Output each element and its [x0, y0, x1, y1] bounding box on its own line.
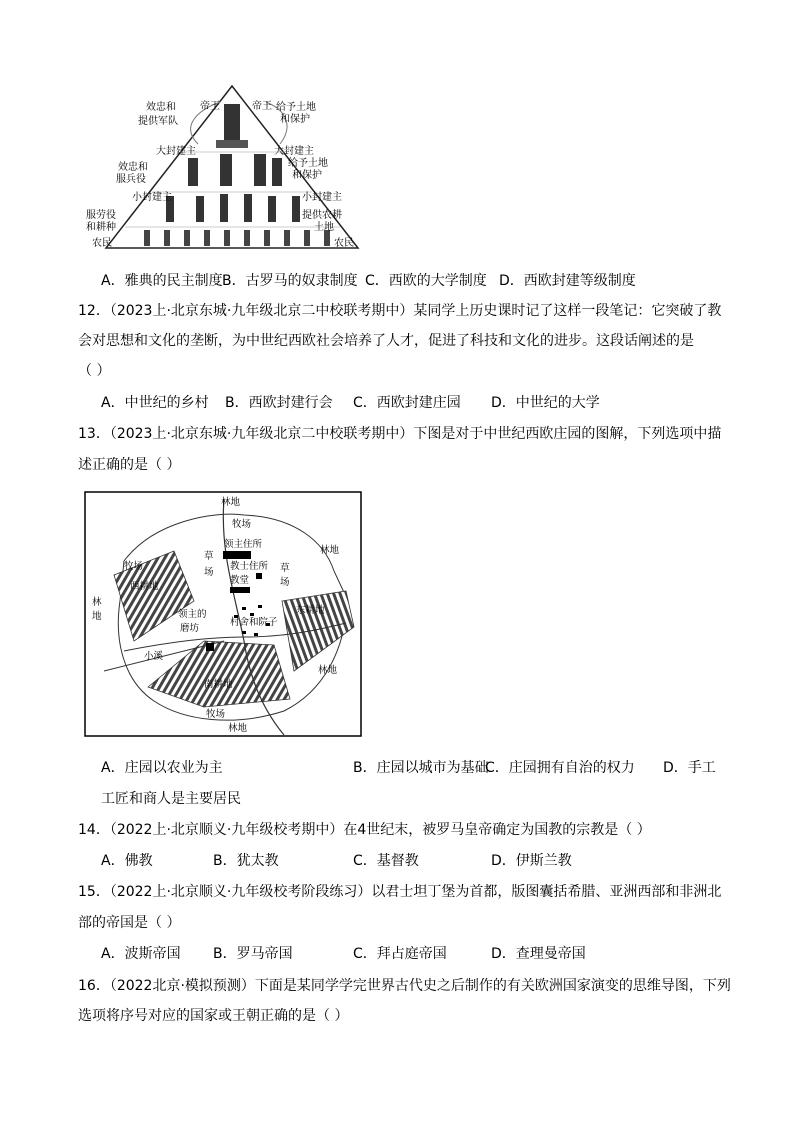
pyr-level-great-right: 大封建主: [274, 146, 314, 157]
map-forest-top: 林地: [221, 497, 241, 508]
q14-option-b: B．犹太教: [213, 853, 279, 869]
q15-line-1: 15．（2022上·北京顺义·九年级校考阶段练习）以君士坦丁堡为首都，版图囊括希腊、亚洲西部和非洲北: [78, 884, 722, 900]
pyr-left-3: 效忠和: [118, 162, 148, 173]
pyr-right-6: 土地: [314, 222, 334, 233]
peasant-figures: [144, 230, 330, 246]
q12-line-1: 12．（2023上·北京东城·九年级北京二中校联考期中）某同学上历史课时记了这样一段笔记：它突破了教: [78, 303, 722, 319]
priest-house-marker: [256, 573, 262, 579]
pyr-left-4: 服兵役: [116, 174, 146, 185]
q13-option-d: D．手工: [663, 760, 716, 776]
q15-option-d: D．查理曼帝国: [491, 946, 586, 962]
feudal-pyramid-figure: [80, 82, 354, 254]
map-pasture-left: 牧场: [124, 561, 144, 572]
q11-option-b: B．古罗马的奴隶制度: [222, 273, 358, 289]
q15-line-2: 部的帝国是（ ）: [78, 915, 181, 931]
q12-line-2: 会对思想和文化的垄断，为中世纪西欧社会培养了人才，促进了科技和文化的进步。这段话阐述的是: [78, 333, 694, 349]
pyr-right-3: 给予土地: [288, 158, 328, 169]
q15-option-a: A．波斯帝国: [101, 946, 181, 962]
q15-option-b: B．罗马帝国: [213, 946, 293, 962]
pyr-right-1: 给予土地: [276, 102, 316, 113]
q14-option-a: A．佛教: [101, 853, 153, 869]
q15-option-c: C．拜占庭帝国: [353, 946, 447, 962]
king-figure: [224, 104, 240, 144]
map-pasture-top: 牧场: [232, 519, 252, 530]
q12-option-d: D．中世纪的大学: [491, 395, 600, 411]
pyr-level-king-left: 帝王: [200, 101, 220, 112]
pyr-level-small-right: 小封建主: [302, 192, 342, 203]
mill-marker: [206, 643, 214, 651]
map-east-field: 东耕地: [296, 605, 325, 616]
q12-option-c: C．西欧封建庄园: [353, 395, 461, 411]
manor-map-svg: [84, 491, 362, 737]
map-pasture-bottom: 牧场: [206, 709, 226, 720]
small-lord-figures: [166, 194, 300, 222]
pyr-level-peasant-right: 农民: [334, 238, 354, 249]
map-forest-left-1: 林: [92, 597, 102, 608]
map-mill-2: 磨坊: [180, 623, 200, 634]
map-church: 教堂: [230, 575, 250, 586]
q14-option-c: C．基督教: [353, 853, 419, 869]
map-priest-house: 教士住所: [230, 561, 269, 572]
map-grass-left-2: 场: [204, 567, 214, 578]
manor-map-figure: [84, 491, 362, 737]
map-village: 村舍和院子: [230, 617, 278, 628]
q13-option-c: C．庄园拥有自治的权力: [485, 760, 635, 776]
q13-line-1: 13．（2023上·北京东城·九年级北京二中校联考期中）下图是对于中世纪西欧庄园的图解，下列选项中描: [78, 426, 722, 442]
map-mill-1: 领主的: [178, 609, 207, 620]
map-forest-right-top: 林地: [320, 545, 340, 556]
pyr-level-great-left: 大封建主: [156, 146, 196, 157]
map-stream: 小溪: [144, 651, 164, 662]
pyr-level-peasant-left: 农民: [92, 238, 112, 249]
map-grass-left-1: 草: [204, 551, 214, 562]
q11-option-d: D．西欧封建等级制度: [499, 273, 636, 289]
pyr-left-5: 服劳役: [86, 210, 116, 221]
q14-option-d: D．伊斯兰教: [491, 853, 572, 869]
map-forest-bottom: 林地: [228, 723, 248, 734]
q12-option-b: B．西欧封建行会: [225, 395, 333, 411]
pyr-left-6: 和耕种: [86, 222, 116, 233]
q11-option-c: C．西欧的大学制度: [365, 273, 487, 289]
pyr-level-king-right: 帝王: [252, 101, 272, 112]
q12-line-3: （ ）: [78, 363, 111, 379]
pyr-left-1: 效忠和: [146, 102, 176, 113]
q14-line-1: 14．（2022上·北京顺义·九年级校考期中）在4世纪末，被罗马皇帝确定为国教的宗教是（ ）: [78, 822, 651, 838]
lord-house-marker: [223, 551, 251, 559]
church-marker: [230, 587, 250, 593]
q16-line-1: 16．（2022北京·模拟预测）下面是某同学学完世界古代史之后制作的有关欧洲国家演变的思维导图，下列: [78, 978, 731, 994]
pyr-right-4: 和保护: [292, 170, 322, 181]
pyr-level-small-left: 小封建主: [132, 192, 172, 203]
q13-line-2: 述正确的是（ ）: [78, 457, 181, 473]
q13-option-a: A．庄园以农业为主: [101, 760, 223, 776]
map-forest-right-bottom: 林地: [318, 665, 338, 676]
pyr-right-2: 和保护: [280, 114, 310, 125]
q12-option-a: A．中世纪的乡村: [101, 395, 209, 411]
q11-option-a: A．雅典的民主制度: [101, 273, 223, 289]
pyr-right-5: 提供农耕: [302, 210, 342, 221]
q13-option-d-cont: 工匠和商人是主要居民: [101, 791, 241, 807]
pyr-left-2: 提供军队: [138, 116, 178, 127]
map-grass-right-2: 场: [280, 577, 290, 588]
q13-option-b: B．庄园以城市为基础: [353, 760, 489, 776]
feudal-pyramid-svg: [80, 82, 354, 254]
map-west-field: 西耕地: [130, 581, 159, 592]
map-forest-left-2: 地: [92, 611, 102, 622]
map-grass-right-1: 草: [280, 563, 290, 574]
q16-line-2: 选项将序号对应的国家或王朝正确的是（ ）: [78, 1008, 349, 1024]
map-lord-house: 领主住所: [224, 539, 263, 550]
map-south-field: 南耕地: [204, 679, 233, 690]
great-lord-figures: [188, 154, 282, 186]
